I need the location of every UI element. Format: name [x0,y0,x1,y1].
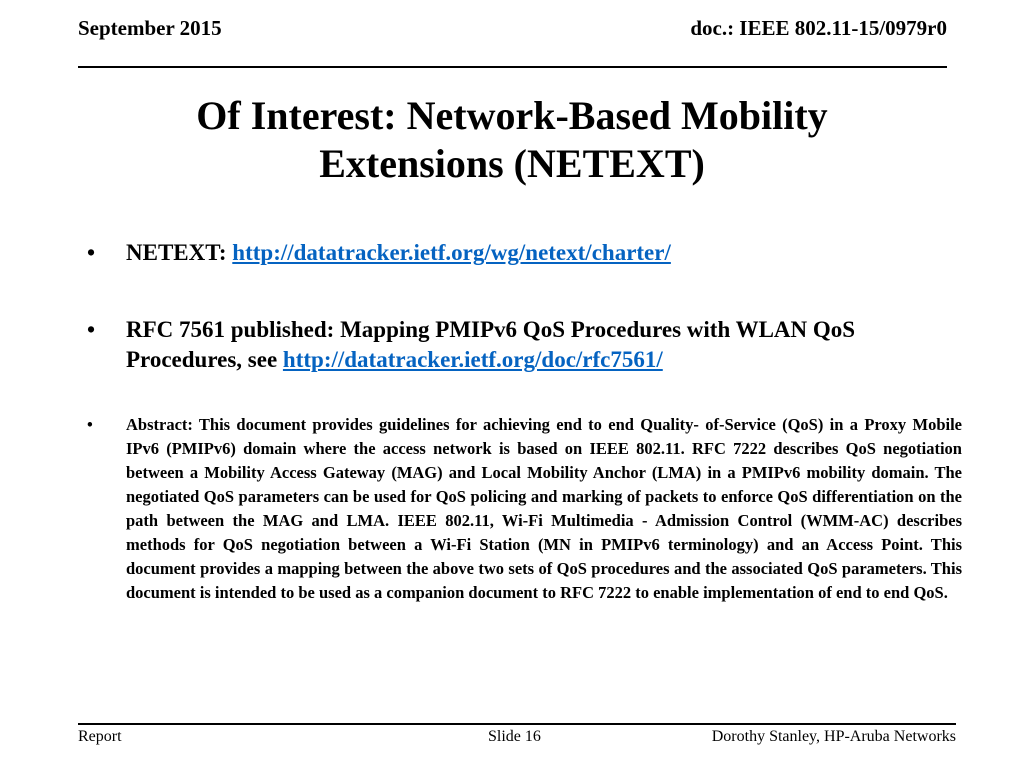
header-doc-id: doc.: IEEE 802.11-15/0979r0 [690,16,947,40]
footer-author: Dorothy Stanley, HP-Aruba Networks [711,728,956,745]
bullet-icon: • [87,317,96,342]
header-divider [78,66,947,68]
footer-slide-number: Slide 16 [488,728,541,745]
bullet-icon: • [87,415,93,434]
rfc7561-link[interactable]: http://datatracker.ietf.org/doc/rfc7561/ [282,347,663,372]
slide-title: Of Interest: Network-Based Mobility Extensions (NETEXT) [196,93,828,186]
netext-charter-link[interactable]: http://datatracker.ietf.org/wg/netext/charter/ [232,240,671,265]
bullet-prefix: RFC 7561 published: Mapping PMIPv6 QoS Procedures with WLAN QoS Procedures, see [126,317,856,372]
bullet-netext [126,238,671,268]
footer-left: Report [78,728,122,745]
bullet-abstract: Abstract: This document provides guidelines for achieving end to end Quality- of-Service (QoS) in a Proxy Mobile IPv6 (PMIPv6) domain where the access network is based on IEEE 802.11. RFC 7222 describes QoS negotiation between a Mobility Access Gateway (MAG) and Local Mobility Anchor (LMA) in a PMIPv6 mobility domain. The negotiated QoS parameters can be used for QoS policing and marking of packets to enforce QoS differentiation on the path between the MAG and LMA. IEEE 802.11, Wi-Fi Multimedia - Admission Control (WMM-AC) describes methods for QoS negotiation between a Wi-Fi Station (MN in PMIPv6 terminology) and an Access Point. This document provides a mapping between the above two sets of QoS procedures and the associated QoS parameters. This document is intended to be used as a companion document to RFC 7222 to enable implementation of end to end QoS. [126,415,962,602]
bullet-rfc7561 [126,315,956,375]
header-date: September 2015 [78,16,222,40]
bullet-prefix: NETEXT: [126,240,233,265]
bullet-icon: • [87,240,96,265]
footer-divider [78,723,956,725]
